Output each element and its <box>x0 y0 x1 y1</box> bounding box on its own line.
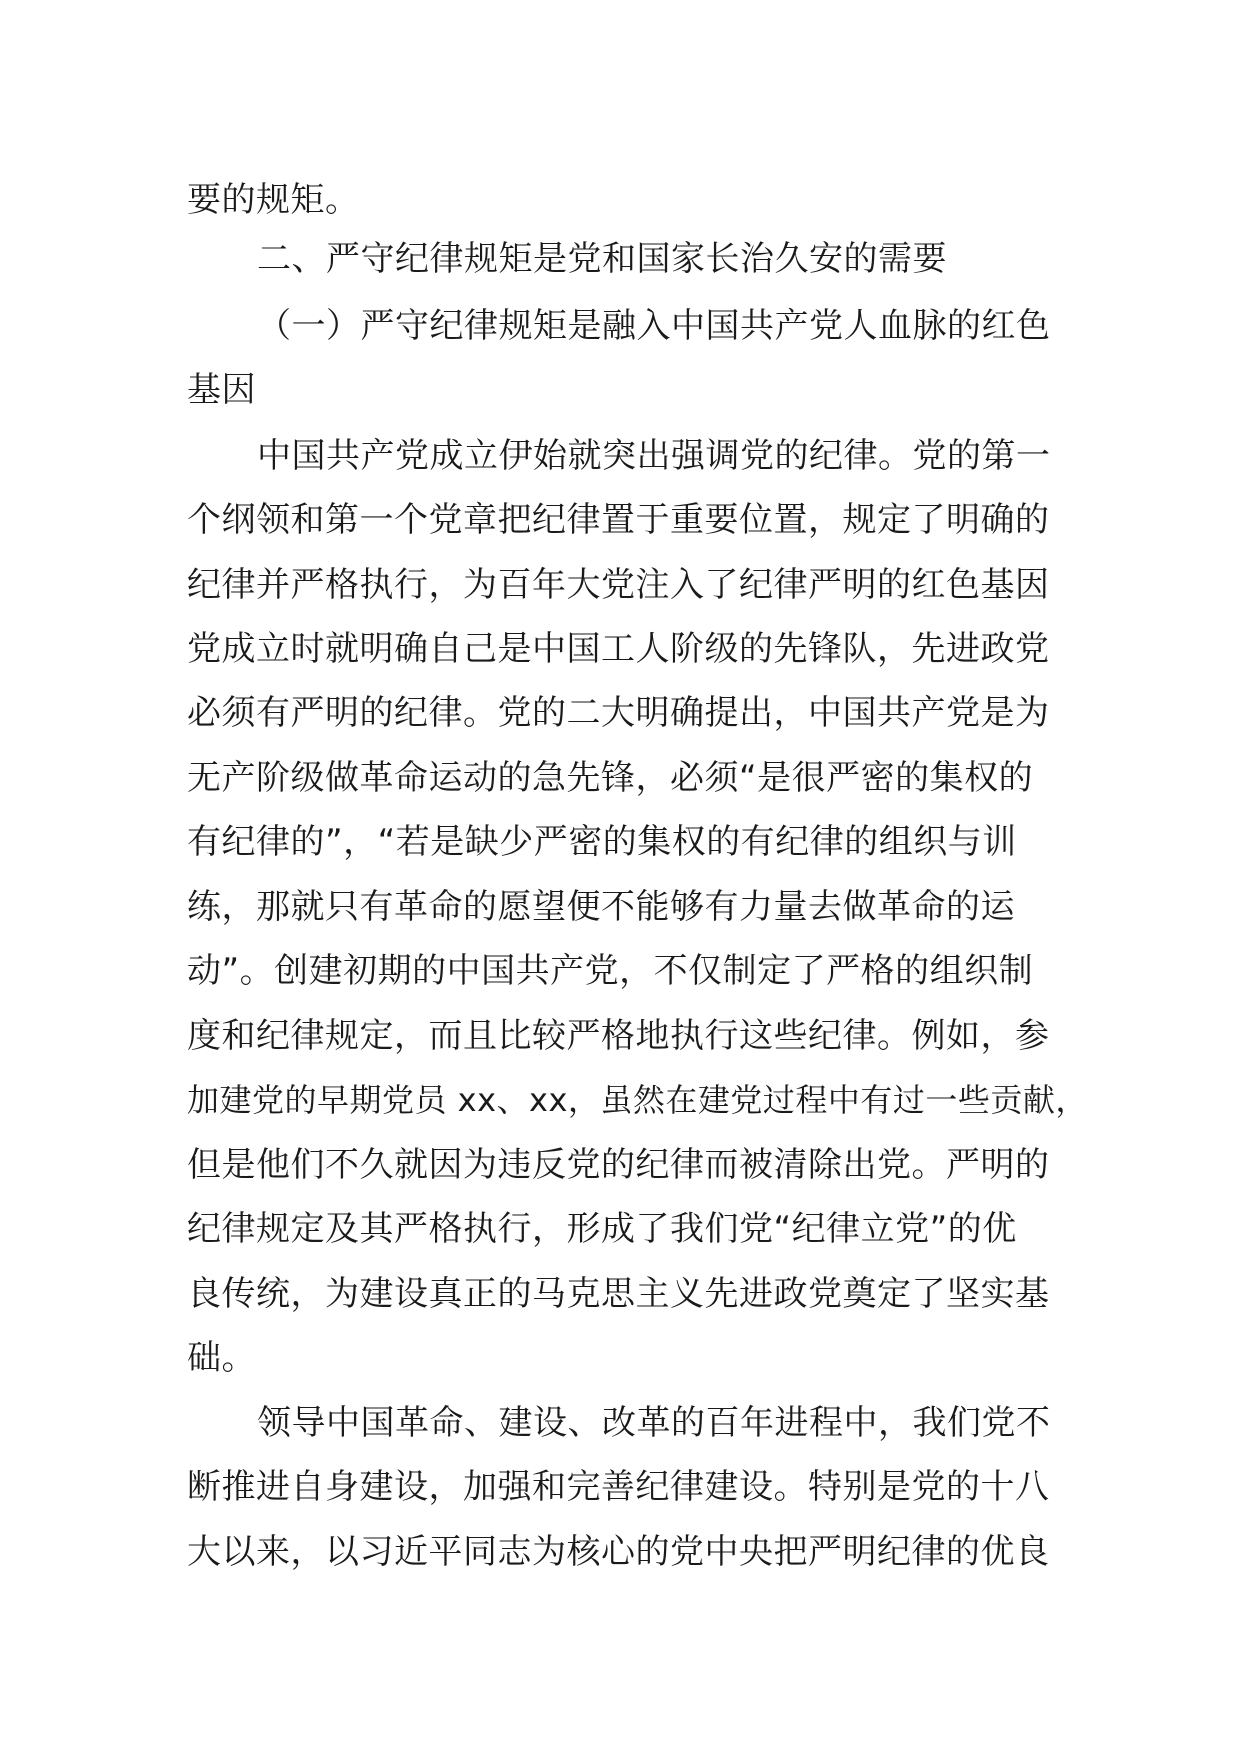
body-text-line: 断推进自身建设，加强和完善纪律建设。特别是党的十八 <box>187 1467 1050 1507</box>
body-text-line: 练，那就只有革命的愿望便不能够有力量去做革命的运 <box>187 887 1015 927</box>
body-text-line: 础。 <box>187 1338 256 1378</box>
body-text-line: 加建党的早期党员 xx、xx，虽然在建党过程中有过一些贡献， <box>187 1081 1088 1119</box>
body-text-line: 大以来，以习近平同志为核心的党中央把严明纪律的优良 <box>187 1532 1050 1572</box>
body-text-line: 动”。创建初期的中国共产党，不仅制定了严格的组织制 <box>187 951 1034 991</box>
body-text-line: 党成立时就明确自己是中国工人阶级的先锋队，先进政党 <box>187 629 1050 669</box>
subsection-heading: （一）严守纪律规矩是融入中国共产党人血脉的红色 <box>257 306 1051 346</box>
body-text-line: 良传统，为建设真正的马克思主义先进政党奠定了坚实基 <box>187 1274 1050 1314</box>
body-text-line: 要的规矩。 <box>187 180 360 220</box>
body-text-line: 纪律并严格执行，为百年大党注入了纪律严明的红色基因 <box>187 565 1050 605</box>
body-text-line: 无产阶级做革命运动的急先锋，必须“是很严密的集权的 <box>187 758 1034 798</box>
body-text-line: 中国共产党成立伊始就突出强调党的纪律。党的第一 <box>257 436 1051 476</box>
subsection-heading: 基因 <box>187 370 256 410</box>
body-text-line: 领导中国革命、建设、改革的百年进程中，我们党不 <box>257 1403 1051 1443</box>
body-text-line: 个纲领和第一个党章把纪律置于重要位置，规定了明确的 <box>187 500 1050 540</box>
body-text-line: 有纪律的”，“若是缺少严密的集权的有纪律的组织与训 <box>187 822 1017 862</box>
body-text-line: 必须有严明的纪律。党的二大明确提出，中国共产党是为 <box>187 693 1050 733</box>
body-text-line: 但是他们不久就因为违反党的纪律而被清除出党。严明的 <box>187 1145 1050 1185</box>
body-text-line: 纪律规定及其严格执行，形成了我们党“纪律立党”的优 <box>187 1209 1017 1249</box>
section-heading: 二、严守纪律规矩是党和国家长治久安的需要 <box>257 239 947 279</box>
body-text-line: 度和纪律规定，而且比较严格地执行这些纪律。例如，参 <box>187 1016 1050 1056</box>
